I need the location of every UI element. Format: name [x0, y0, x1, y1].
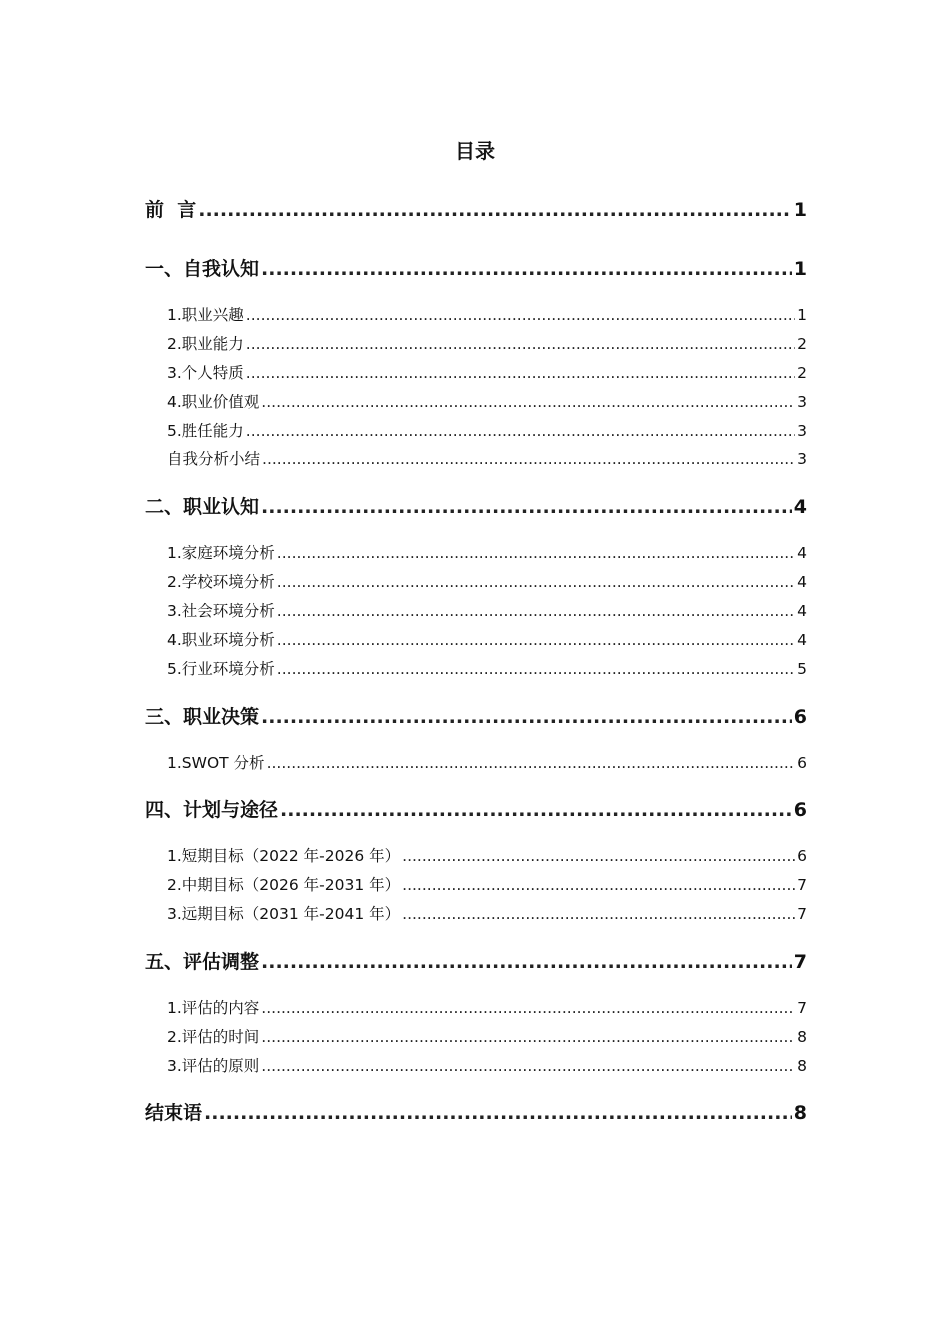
toc-entry-text: 2.职业能力 [167, 335, 244, 353]
toc-page-number: 6 [793, 706, 807, 728]
toc-page-number: 4 [797, 544, 807, 562]
dot-leader [262, 448, 795, 470]
toc-entry-subsection[interactable] [145, 1055, 807, 1077]
toc-page-number: 6 [793, 799, 807, 821]
toc-entry-text: 二、职业认知 [145, 496, 260, 518]
toc-entry-subsection[interactable] [145, 845, 807, 867]
toc-page-number: 1 [797, 306, 807, 324]
toc-page-number: 8 [793, 1102, 807, 1124]
toc-entry-subsection[interactable] [145, 874, 807, 896]
toc-entry-section-5[interactable] [145, 948, 807, 976]
toc-entry-text: 1.短期目标（2022 年-2026 年） [167, 847, 401, 865]
dot-leader [261, 997, 795, 1019]
toc-page-number: 7 [797, 905, 807, 923]
toc-page-number: 8 [797, 1057, 807, 1075]
toc-page-number: 6 [797, 754, 807, 772]
toc-entry-text: 5.行业环境分析 [167, 660, 275, 678]
dot-leader [277, 629, 795, 651]
toc-entry-text: 前 言 [145, 199, 197, 221]
toc-page-number: 7 [793, 951, 807, 973]
toc-entry-subsection[interactable] [145, 658, 807, 680]
dot-leader [198, 196, 792, 224]
toc-entry-text: 1.评估的内容 [167, 999, 260, 1017]
dot-leader [277, 542, 795, 564]
toc-page-number: 7 [797, 876, 807, 894]
dot-leader [261, 255, 792, 283]
dot-leader [246, 362, 795, 384]
toc-entry-preface[interactable] [145, 196, 807, 224]
toc-page-number: 3 [797, 450, 807, 468]
toc-entry-subsection[interactable] [145, 448, 807, 470]
dot-leader [261, 703, 792, 731]
toc-entry-text: 3.远期目标（2031 年-2041 年） [167, 905, 401, 923]
dot-leader [402, 903, 795, 925]
dot-leader [246, 333, 795, 355]
toc-entry-text: 2.中期目标（2026 年-2031 年） [167, 876, 401, 894]
toc-entry-text: 1.家庭环境分析 [167, 544, 275, 562]
toc-page-number: 8 [797, 1028, 807, 1046]
toc-entry-subsection[interactable] [145, 903, 807, 925]
toc-page-number: 3 [797, 422, 807, 440]
toc-entry-subsection[interactable] [145, 362, 807, 384]
toc-entry-section-2[interactable] [145, 493, 807, 521]
toc-page-number: 1 [793, 199, 807, 221]
toc-entry-subsection[interactable] [145, 304, 807, 326]
toc-title: 目录 [455, 139, 495, 163]
toc-entry-text: 自我分析小结 [167, 450, 261, 468]
toc-entry-text: 2.评估的时间 [167, 1028, 260, 1046]
toc-entry-text: 3.社会环境分析 [167, 602, 275, 620]
toc-entry-text: 一、自我认知 [145, 258, 260, 280]
toc-entry-text: 2.学校环境分析 [167, 573, 275, 591]
toc-entry-subsection[interactable] [145, 333, 807, 355]
toc-page-number: 3 [797, 393, 807, 411]
dot-leader [402, 874, 795, 896]
toc-page-number: 4 [797, 631, 807, 649]
dot-leader [277, 658, 795, 680]
toc-entry-section-1[interactable] [145, 255, 807, 283]
dot-leader [261, 493, 792, 521]
toc-entry-text: 1.SWOT 分析 [167, 754, 265, 772]
toc-page-number: 4 [793, 496, 807, 518]
toc-page-number: 6 [797, 847, 807, 865]
toc-entry-subsection[interactable] [145, 1026, 807, 1048]
toc-page-number: 5 [797, 660, 807, 678]
toc-entry-text: 3.个人特质 [167, 364, 244, 382]
dot-leader [280, 796, 792, 824]
toc-entry-text: 4.职业环境分析 [167, 631, 275, 649]
toc-entry-text: 结束语 [145, 1102, 203, 1124]
toc-entry-text: 5.胜任能力 [167, 422, 244, 440]
toc-page-number: 1 [793, 258, 807, 280]
toc-entry-text: 1.职业兴趣 [167, 306, 244, 324]
dot-leader [402, 845, 795, 867]
dot-leader [261, 948, 792, 976]
toc-entry-section-3[interactable] [145, 703, 807, 731]
toc-entry-subsection[interactable] [145, 997, 807, 1019]
toc-entry-text: 四、计划与途径 [145, 799, 279, 821]
toc-entry-text: 3.评估的原则 [167, 1057, 260, 1075]
dot-leader [204, 1099, 792, 1127]
toc-entry-section-4[interactable] [145, 796, 807, 824]
dot-leader [261, 1026, 795, 1048]
dot-leader [277, 600, 795, 622]
toc-entry-text: 4.职业价值观 [167, 393, 260, 411]
toc-entry-conclusion[interactable] [145, 1099, 807, 1127]
toc-page-number: 7 [797, 999, 807, 1017]
toc-page-number: 4 [797, 602, 807, 620]
toc-entry-text: 三、职业决策 [145, 706, 260, 728]
toc-entry-subsection[interactable] [145, 391, 807, 413]
dot-leader [261, 391, 795, 413]
toc-entry-subsection[interactable] [145, 600, 807, 622]
toc-entry-subsection[interactable] [145, 542, 807, 564]
dot-leader [246, 304, 795, 326]
toc-entry-subsection[interactable] [145, 752, 807, 774]
toc-entry-subsection[interactable] [145, 571, 807, 593]
dot-leader [261, 1055, 795, 1077]
toc-entry-text: 五、评估调整 [145, 951, 260, 973]
toc-page-number: 4 [797, 573, 807, 591]
dot-leader [277, 571, 795, 593]
toc-entry-subsection[interactable] [145, 420, 807, 442]
toc-page-number: 2 [797, 335, 807, 353]
toc-page-number: 2 [797, 364, 807, 382]
dot-leader [267, 752, 796, 774]
toc-entry-subsection[interactable] [145, 629, 807, 651]
dot-leader [246, 420, 795, 442]
